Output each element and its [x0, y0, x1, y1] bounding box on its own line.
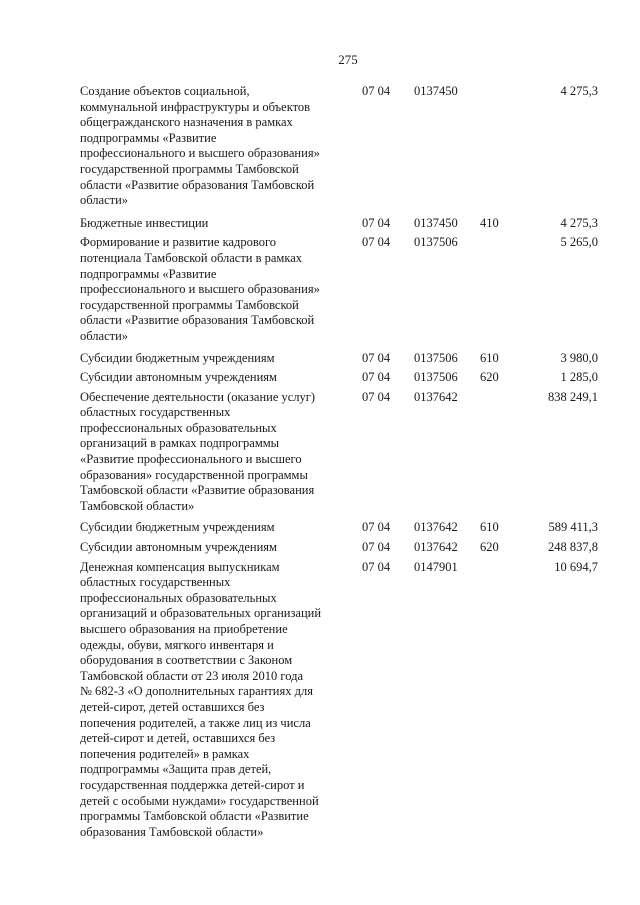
- row-amount: 3 980,0: [560, 350, 598, 365]
- row-amount: 1 285,0: [560, 370, 598, 385]
- row-name: Денежная компенсация выпускникам областных государственных профессиональных образовательных организаций и образовательных организаций высшего образования на приобретение одежды, обуви, мягкого инвентаря и оборудования в соответствии с Законом Тамбовской области от 23 июля 2010 года № 682-З «О дополнительных гарантиях для детей-сирот, детей оставшихся без попечения родителей, а также лиц из числа детей-сирот и детей, оставшихся без попечения родителей» в рамках подпрограммы «Защита прав детей, государственная поддержка детей-сирот и детей с особыми нуждами» государственной программы Тамбовской области «Развитие образования Тамбовской области»: [80, 559, 322, 839]
- row-target: 0137450: [414, 215, 458, 230]
- row-vr: 610: [480, 520, 499, 535]
- table-row: [80, 216, 600, 232]
- row-amount: 10 694,7: [554, 559, 598, 574]
- budget-table: [80, 84, 600, 840]
- row-amount: 589 411,3: [548, 520, 598, 535]
- row-section: 07 04: [362, 540, 391, 555]
- row-amount: 838 249,1: [548, 389, 598, 404]
- row-vr: 620: [480, 540, 499, 555]
- row-section: 07 04: [362, 389, 391, 404]
- row-section: 07 04: [362, 215, 391, 230]
- table-row: [80, 235, 600, 344]
- table-row: [80, 370, 600, 386]
- row-section: 07 04: [362, 350, 391, 365]
- row-target: 0137642: [414, 520, 458, 535]
- row-vr: 620: [480, 370, 499, 385]
- row-amount: 4 275,3: [560, 84, 598, 98]
- row-target: 0137506: [414, 350, 458, 365]
- row-section: 07 04: [362, 520, 391, 535]
- table-row: [80, 84, 600, 209]
- table-row: [80, 390, 600, 515]
- row-amount: 248 837,8: [548, 540, 598, 555]
- row-name: Обеспечение деятельности (оказание услуг) областных государственных профессиональных образовательных организаций в рамках подпрограммы «Развитие профессионального и высшего образования» государственной программы Тамбовской области «Развитие образования Тамбовской области»: [80, 389, 316, 513]
- row-target: 0147901: [414, 559, 458, 574]
- row-target: 0137450: [414, 84, 458, 98]
- row-name: Субсидии автономным учреждениям: [80, 370, 277, 385]
- row-target: 0137642: [414, 389, 458, 404]
- row-name: Субсидии бюджетным учреждениям: [80, 350, 275, 365]
- page-number: 275: [338, 52, 358, 67]
- row-target: 0137506: [414, 235, 458, 250]
- row-amount: 4 275,3: [560, 215, 598, 230]
- table-row: [80, 560, 600, 841]
- row-section: 07 04: [362, 235, 391, 250]
- row-target: 0137506: [414, 370, 458, 385]
- row-name: Субсидии автономным учреждениям: [80, 540, 277, 555]
- row-name: Бюджетные инвестиции: [80, 215, 209, 230]
- row-name: Субсидии бюджетным учреждениям: [80, 520, 275, 535]
- table-row: [80, 540, 600, 556]
- row-amount: 5 265,0: [560, 235, 598, 250]
- row-name: Формирование и развитие кадрового потенциала Тамбовской области в рамках подпрограммы «Развитие профессионального и высшего образования» государственной программы Тамбовской области «Развитие образования Тамбовской области»: [80, 235, 320, 343]
- table-row: [80, 520, 600, 536]
- row-target: 0137642: [414, 540, 458, 555]
- row-vr: 410: [480, 215, 499, 230]
- row-section: 07 04: [362, 84, 391, 98]
- row-vr: 610: [480, 350, 499, 365]
- row-section: 07 04: [362, 559, 391, 574]
- table-row: [80, 351, 600, 367]
- row-name: Создание объектов социальной, коммунальной инфраструктуры и объектов общегражданского назначения в рамках подпрограммы «Развитие профессионального и высшего образования» государственной программы Тамбовской области «Развитие образования Тамбовской области»: [80, 84, 320, 208]
- row-section: 07 04: [362, 370, 391, 385]
